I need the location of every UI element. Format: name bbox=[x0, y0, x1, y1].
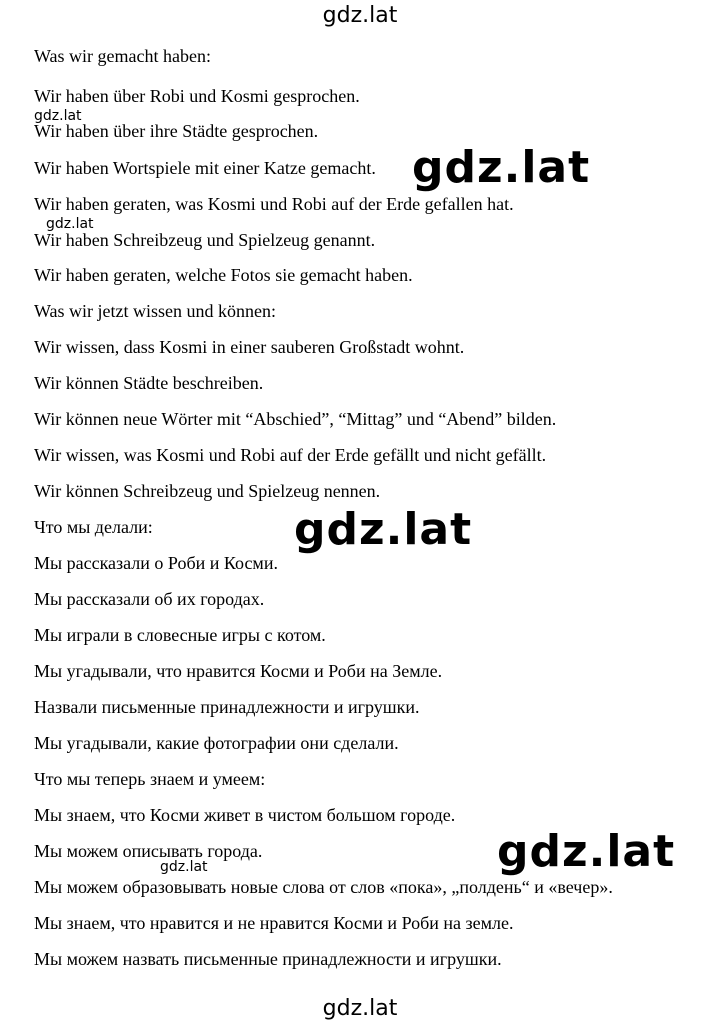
text-line: Wir haben geraten, welche Fotos sie gemacht haben. bbox=[34, 265, 413, 285]
text-line: Мы рассказали об их городах. bbox=[34, 589, 265, 609]
watermark-large: gdz.lat bbox=[412, 142, 591, 193]
text-line: Wir haben über Robi und Kosmi gesprochen. bbox=[34, 86, 360, 106]
text-line: Мы угадывали, какие фотографии они сделали. bbox=[34, 733, 399, 753]
text-line: Wir haben Wortspiele mit einer Katze gemacht. bbox=[34, 158, 376, 178]
text-line: Мы играли в словесные игры с котом. bbox=[34, 625, 326, 645]
text-line: Что мы делали: bbox=[34, 517, 153, 537]
text-line: Мы можем образовывать новые слова от слов «пока», „полдень“ и «вечер». bbox=[34, 877, 613, 897]
watermark-small: gdz.lat bbox=[34, 108, 82, 124]
text-line: Wir wissen, was Kosmi und Robi auf der Erde gefällt und nicht gefällt. bbox=[34, 445, 547, 465]
text-line: Wir wissen, dass Kosmi in einer sauberen Großstadt wohnt. bbox=[34, 337, 465, 357]
text-line: Wir haben Schreibzeug und Spielzeug genannt. bbox=[34, 230, 376, 250]
text-line: Что мы теперь знаем и умеем: bbox=[34, 769, 266, 789]
watermark-footer: gdz.lat bbox=[322, 996, 398, 1021]
watermark-large: gdz.lat bbox=[294, 504, 473, 555]
text-line: Was wir gemacht haben: bbox=[34, 46, 211, 66]
text-line: Wir können neue Wörter mit “Abschied”, “Mittag” und “Abend” bilden. bbox=[34, 409, 557, 429]
text-line: Wir können Städte beschreiben. bbox=[34, 373, 264, 393]
text-line: Wir können Schreibzeug und Spielzeug nennen. bbox=[34, 481, 381, 501]
watermark-large: gdz.lat bbox=[497, 826, 676, 877]
text-line: Was wir jetzt wissen und können: bbox=[34, 301, 277, 321]
watermark-small: gdz.lat bbox=[46, 216, 94, 232]
text-line: Мы знаем, что нравится и не нравится Косми и Роби на земле. bbox=[34, 913, 514, 933]
text-line: Мы угадывали, что нравится Косми и Роби на Земле. bbox=[34, 661, 443, 681]
text-line: Мы знаем, что Косми живет в чистом большом городе. bbox=[34, 805, 456, 825]
text-line: Wir haben über ihre Städte gesprochen. bbox=[34, 121, 319, 141]
text-line: Назвали письменные принадлежности и игрушки. bbox=[34, 697, 420, 717]
text-line: Мы можем описывать города. bbox=[34, 841, 263, 861]
watermark-header: gdz.lat bbox=[322, 3, 398, 28]
text-line: Мы можем назвать письменные принадлежности и игрушки. bbox=[34, 949, 502, 969]
text-line: Wir haben geraten, was Kosmi und Robi auf der Erde gefallen hat. bbox=[34, 194, 514, 214]
text-line: Мы рассказали о Роби и Косми. bbox=[34, 553, 278, 573]
watermark-small: gdz.lat bbox=[160, 859, 208, 875]
